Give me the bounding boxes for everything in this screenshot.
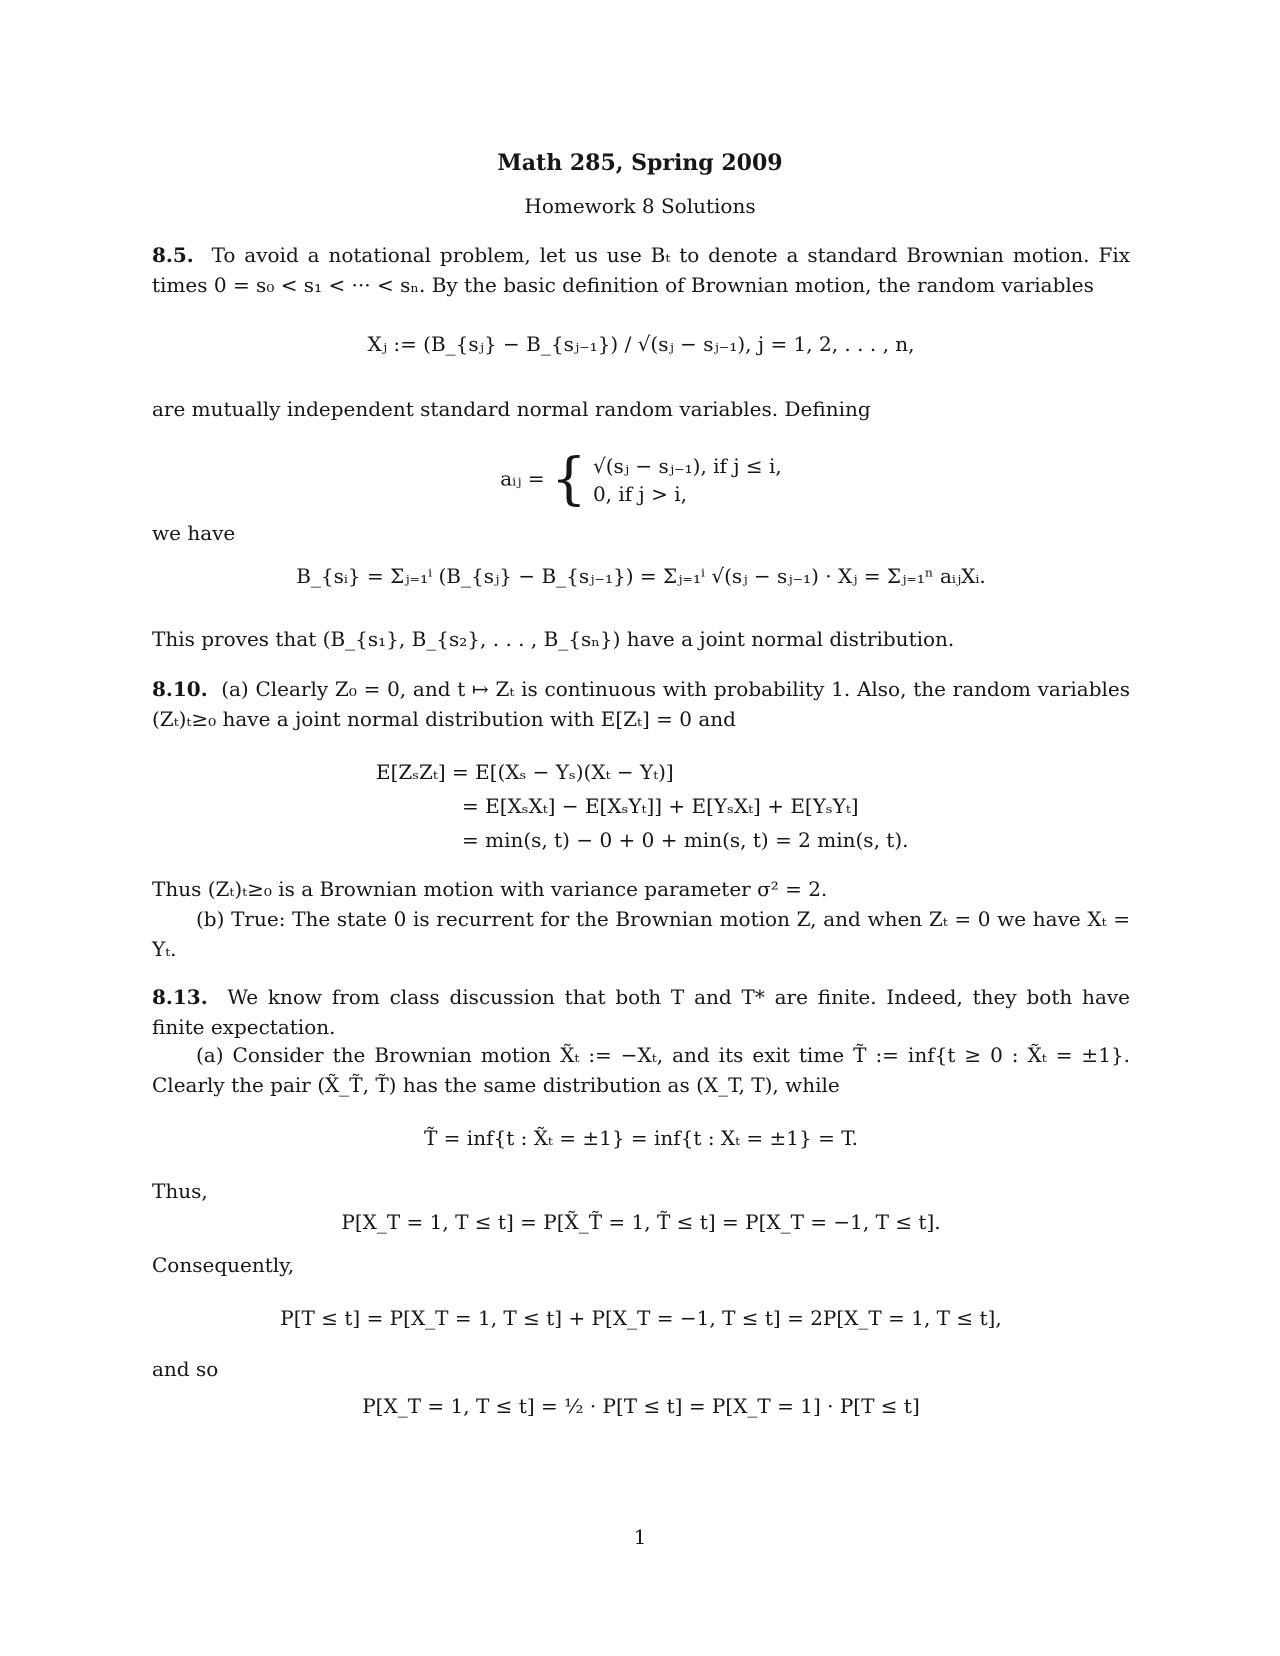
equation-cases: [593, 452, 782, 508]
page-title: Math 285, Spring 2009: [497, 150, 783, 176]
equation-line: = min(s, t) − 0 + 0 + min(s, t) = 2 min(s, t).: [462, 828, 909, 852]
brace-symbol: {: [550, 447, 587, 512]
problem-label: 8.10.: [152, 677, 208, 701]
problem-text: and so: [152, 1357, 219, 1381]
problem-text: Consequently,: [152, 1253, 295, 1277]
equation-a-definition: [152, 447, 1130, 512]
problem-text: Thus,: [152, 1179, 208, 1203]
page-number: 1: [633, 1525, 647, 1549]
problem-text: are mutually independent standard normal random variables. Defining: [152, 397, 871, 421]
equation-line: = E[XₛXₜ] − E[XₛYₜ]] + E[YₛXₜ] + E[YₛYₜ]: [462, 794, 859, 818]
problem-8-13-intro: [152, 982, 1130, 1042]
problem-8-10-part-b: (b) True: The state 0 is recurrent for the Brownian motion Z, and when Zₜ = 0 we have Xₜ = Yₜ.: [152, 907, 1130, 961]
case-row: √(sⱼ − sⱼ₋₁), if j ≤ i,: [592, 454, 782, 478]
problem-text: Thus (Zₜ)ₜ≥₀ is a Brownian motion with variance parameter σ² = 2.: [152, 877, 828, 901]
equation-p1: P[X_T = 1, T ≤ t] = P[X̃_T̃ = 1, T̃ ≤ t] = P[X_T = −1, T ≤ t].: [341, 1210, 941, 1234]
problem-label: 8.5.: [152, 243, 194, 267]
problem-8-13-part-a: (a) Consider the Brownian motion X̃ₜ := −Xₜ, and its exit time T̃ := inf{t ≥ 0 : X̃ₜ = ±1}. Clearly the pair (X̃_T̃, T̃) has the same distribution as (X_T, T), while: [152, 1043, 1130, 1097]
case-row: 0, if j > i,: [592, 482, 687, 506]
problem-text: we have: [152, 521, 236, 545]
problem-8-5-intro: [152, 240, 1130, 300]
problem-label: 8.13.: [152, 985, 208, 1009]
problem-8-10-part-a: [152, 674, 1130, 734]
problem-text: To avoid a notational problem, let us use Bₜ to denote a standard Brownian motion. Fix times 0 = s₀ < s₁ < ··· < sₙ. By the basic definition of Brownian motion, the random variables: [152, 243, 1130, 297]
problem-text: We know from class discussion that both T and T* are finite. Indeed, they both have finite expectation.: [152, 985, 1130, 1039]
equation-b-sum: B_{sᵢ} = Σⱼ₌₁ⁱ (B_{sⱼ} − B_{sⱼ₋₁}) = Σⱼ₌₁ⁱ √(sⱼ − sⱼ₋₁) · Xⱼ = Σⱼ₌₁ⁿ aᵢⱼXᵢ.: [296, 564, 986, 588]
equation-t-tilde: T̃ = inf{t : X̃ₜ = ±1} = inf{t : Xₜ = ±1} = T.: [423, 1126, 858, 1150]
problem-text: This proves that (B_{s₁}, B_{s₂}, . . . , B_{sₙ}) have a joint normal distribution.: [152, 627, 955, 651]
equation-lhs: aᵢⱼ =: [500, 466, 545, 491]
problem-text: (a) Clearly Z₀ = 0, and t ↦ Zₜ is continuous with probability 1. Also, the random variables (Zₜ)ₜ≥₀ have a joint normal distribution with E[Zₜ] = 0 and: [152, 677, 1131, 731]
equation-p3: P[X_T = 1, T ≤ t] = ½ · P[T ≤ t] = P[X_T = 1] · P[T ≤ t]: [362, 1394, 920, 1418]
equation-line: E[ZₛZₜ] = E[(Xₛ − Yₛ)(Xₜ − Yₜ)]: [376, 760, 674, 784]
page-subtitle: Homework 8 Solutions: [524, 194, 756, 218]
equation-p2: P[T ≤ t] = P[X_T = 1, T ≤ t] + P[X_T = −1, T ≤ t] = 2P[X_T = 1, T ≤ t],: [280, 1306, 1002, 1330]
equation-x-definition: Xⱼ := (B_{sⱼ} − B_{sⱼ₋₁}) / √(sⱼ − sⱼ₋₁), j = 1, 2, . . . , n,: [367, 332, 915, 356]
